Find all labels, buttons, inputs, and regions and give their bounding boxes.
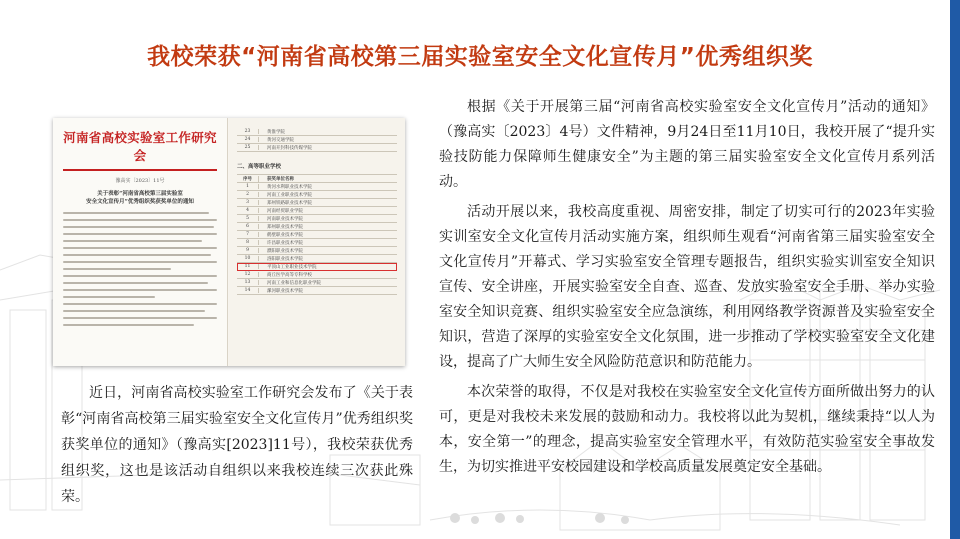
document-red-rule bbox=[63, 169, 217, 171]
photo-caption: 近日，河南省高校实验室工作研究会发布了《关于表彰“河南省高校第三届实验室安全文化宣传月”优秀组织奖获奖单位的通知》（豫高实[2023]11号），我校荣获优秀组织奖，这也是该活动自组织以来我校连续三次获此殊荣。 bbox=[61, 385, 413, 505]
document-number: 豫高实〔2023〕11号 bbox=[115, 178, 165, 184]
body-paragraph: 活动开展以来，我校高度重视、周密安排，制定了切实可行的2023年实验实训室安全文化宣传月活动实施方案，组织师生观看“河南省第三届实验室安全文化宣传月”开幕式、学习实验室安全管理专题报告，组织实验实训室安全知识宣传、安全讲座，开展实验室安全自查、巡查、发放实验室安全手册、举办实验室安全知识竞赛、组织实验室安全应急演练，利用网络教学资源普及实验室安全知识，营造了深厚的实验室安全文化氛围，进一步推动了学校实验室安全文化建设，提高了广大师生安全风险防范意识和防范能力。 bbox=[439, 204, 935, 370]
document-text-line bbox=[63, 212, 209, 214]
document-header: 河南省高校实验室工作研究会 bbox=[63, 130, 217, 163]
table-row: 24 黄河交通学院 bbox=[237, 136, 397, 144]
table-row: 4 河南经贸职业学院 bbox=[237, 207, 397, 215]
table-row: 3 郑州铁路职业技术学院 bbox=[237, 199, 397, 207]
document-text-line bbox=[63, 247, 217, 249]
award-table bbox=[237, 174, 397, 295]
document-subtitle-line: 安全文化宣传月”优秀组织奖获奖单位的通知 bbox=[86, 199, 194, 205]
table-row: 10 洛阳职业技术学院 bbox=[237, 255, 397, 263]
article-body bbox=[439, 95, 935, 485]
document-text-line bbox=[63, 310, 205, 312]
right-accent-bar bbox=[950, 0, 960, 539]
table-header-row: 序号 获奖单位名称 bbox=[237, 175, 397, 183]
table-row: 23 黄淮学院 bbox=[237, 128, 397, 136]
document-text-line bbox=[63, 289, 217, 291]
table-row: 9 濮阳职业技术学院 bbox=[237, 247, 397, 255]
document-text-line bbox=[63, 268, 171, 270]
table-row: 2 河南工业职业技术学院 bbox=[237, 191, 397, 199]
document-left-page bbox=[53, 118, 228, 366]
document-text-line bbox=[63, 233, 217, 235]
document-text-line bbox=[63, 226, 214, 228]
document-text-line bbox=[63, 303, 217, 305]
document-right-page bbox=[229, 118, 405, 366]
document-text-line bbox=[63, 317, 217, 319]
document-text-line bbox=[63, 296, 155, 298]
document-text-line bbox=[63, 324, 194, 326]
body-paragraph: 本次荣誉的取得，不仅是对我校在实验室安全文化宣传方面所做出努力的认可，更是对我校未来发展的鼓励和动力。我校将以此为契机，继续秉持“以人为本，安全第一”的理念，提高实验室安全管理水平，有效防范实验室安全事故发生，为切实推进平安校园建设和学校高质量发展奠定安全基础。 bbox=[439, 384, 935, 475]
document-text-line bbox=[63, 282, 208, 284]
table-row: 8 许昌职业技术学院 bbox=[237, 239, 397, 247]
table-row: 14 漯河职业技术学院 bbox=[237, 287, 397, 295]
table-row: 25 河南开封科技传媒学院 bbox=[237, 144, 397, 152]
document-text-line bbox=[63, 240, 202, 242]
slide-title: 我校荣获“河南省高校第三届实验室安全文化宣传月”优秀组织奖 bbox=[147, 44, 813, 70]
highlighted-table-row: 11 平顶山工业职业技术学院 bbox=[237, 263, 397, 271]
table-row: 13 河南工业和信息化职业学院 bbox=[237, 279, 397, 287]
document-top-table bbox=[237, 128, 397, 152]
document-text-line bbox=[63, 219, 217, 221]
document-subtitle bbox=[63, 190, 217, 206]
body-paragraph: 根据《关于开展第三届“河南省高校实验室安全文化宣传月”活动的通知》（豫高实〔2023〕4号）文件精神，9月24日至11月10日，我校开展了“提升实验技防能力保障师生健康安全”为主题的第三届实验室安全文化宣传月系列活动。 bbox=[439, 99, 935, 190]
document-text-line bbox=[63, 254, 211, 256]
document-section-heading: 二、高等职业学校 bbox=[237, 164, 282, 170]
document-text-line bbox=[63, 261, 217, 263]
document-text-line bbox=[63, 275, 217, 277]
table-row: 6 郑州职业技术学院 bbox=[237, 223, 397, 231]
document-photo bbox=[53, 118, 405, 366]
document-subtitle-line: 关于表彰“河南省高校第三届实验室 bbox=[97, 191, 183, 197]
table-row: 1 黄河水利职业技术学院 bbox=[237, 183, 397, 191]
table-row: 12 商丘医学高等专科学校 bbox=[237, 271, 397, 279]
table-row: 7 鹤壁职业技术学院 bbox=[237, 231, 397, 239]
table-row: 5 河南职业技术学院 bbox=[237, 215, 397, 223]
